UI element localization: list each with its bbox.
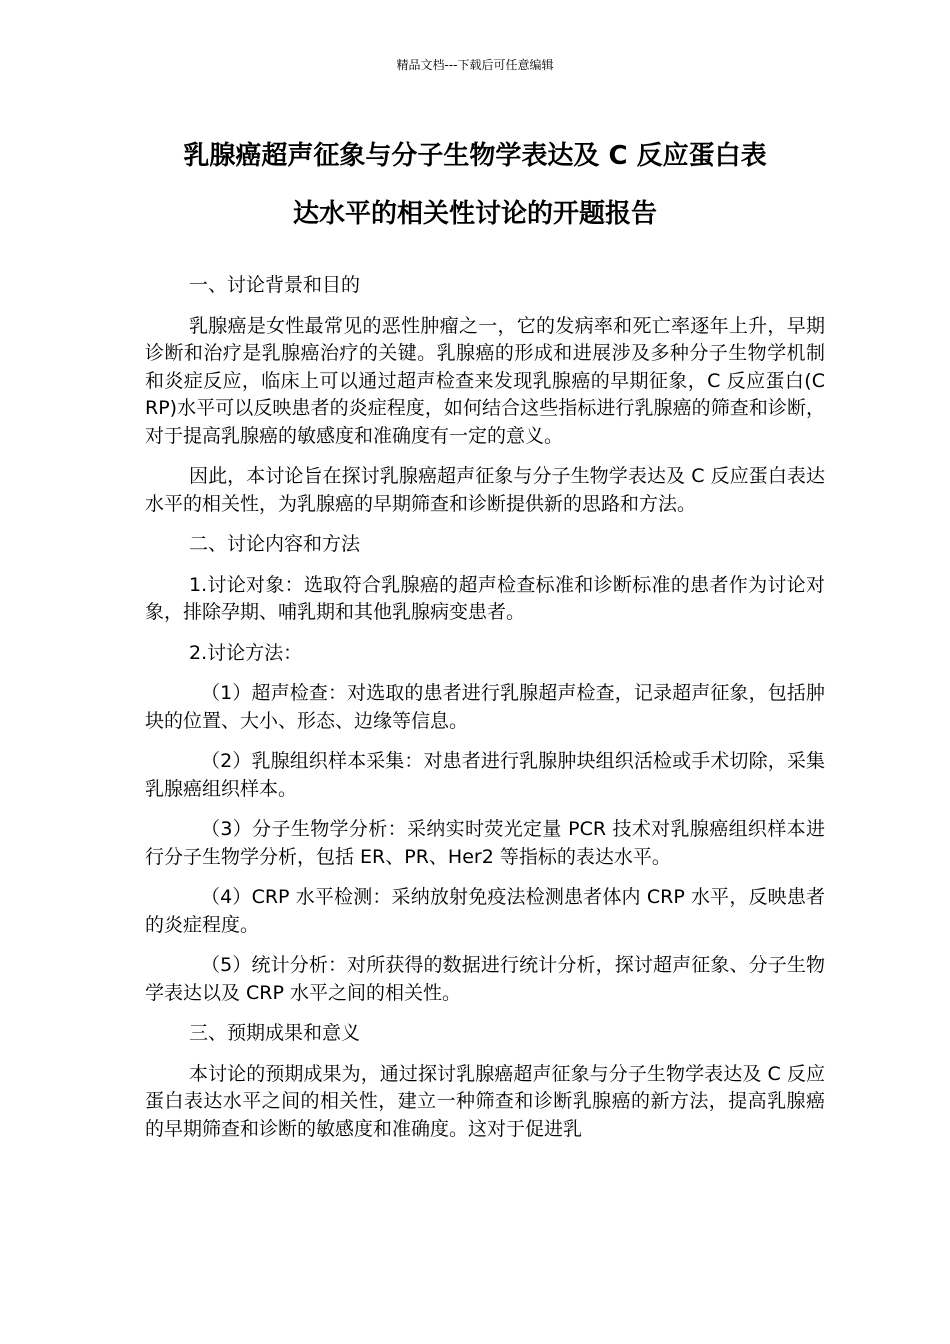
page-header: 精品文档---下载后可任意编辑 [396,58,554,72]
paragraph-background: 乳腺癌是女性最常见的恶性肿瘤之一，它的发病率和死亡率逐年上升，早期诊断和治疗是乳腺癌治疗的关键。乳腺癌的形成和进展涉及多种分子生物学机制和炎症反应，临床上可以通过超声检查来发现乳腺癌的早期征象，C 反应蛋白(CRP)水平可以反映患者的炎症程度，如何结合这些指标进行乳腺癌的筛查和诊断，对于提高乳腺癌的敏感度和准确度有一定的意义。 [145,314,825,447]
paragraph-subjects: 1.讨论对象：选取符合乳腺癌的超声检查标准和诊断标准的患者作为讨论对象，排除孕期、哺乳期和其他乳腺病变患者。 [145,573,825,623]
paragraph-purpose: 因此，本讨论旨在探讨乳腺癌超声征象与分子生物学表达及 C 反应蛋白表达水平的相关性，为乳腺癌的早期筛查和诊断提供新的思路和方法。 [145,465,825,515]
document-title-line-2: 达水平的相关性讨论的开题报告 [292,199,657,229]
document-title-line-1: 乳腺癌超声征象与分子生物学表达及 C 反应蛋白表 [183,141,767,171]
document-body [145,272,825,1156]
method-item-sampling: （2）乳腺组织样本采集：对患者进行乳腺肿块组织活检或手术切除，采集乳腺癌组织样本。 [145,750,825,800]
section-heading-outcomes: 三、预期成果和意义 [189,1022,361,1044]
paragraph-methods-label: 2.讨论方法： [189,641,303,664]
method-item-statistics: （5）统计分析：对所获得的数据进行统计分析，探讨超声征象、分子生物学表达以及 CRP 水平之间的相关性。 [145,954,825,1004]
method-item-ultrasound: （1）超声检查：对选取的患者进行乳腺超声检查，记录超声征象，包括肿块的位置、大小、形态、边缘等信息。 [145,682,825,732]
paragraph-outcomes: 本讨论的预期成果为，通过探讨乳腺癌超声征象与分子生物学表达及 C 反应蛋白表达水平之间的相关性，建立一种筛查和诊断乳腺癌的新方法，提高乳腺癌的早期筛查和诊断的敏感度和准确度。这对于促进乳 [145,1062,825,1140]
method-item-crp: （4）CRP 水平检测：采纳放射免疫法检测患者体内 CRP 水平，反映患者的炎症程度。 [145,886,825,936]
method-item-molecular: （3）分子生物学分析：采纳实时荧光定量 PCR 技术对乳腺癌组织样本进行分子生物学分析，包括 ER、PR、Her2 等指标的表达水平。 [145,818,825,868]
section-heading-methods: 二、讨论内容和方法 [189,533,361,555]
section-heading-background: 一、讨论背景和目的 [189,274,361,296]
